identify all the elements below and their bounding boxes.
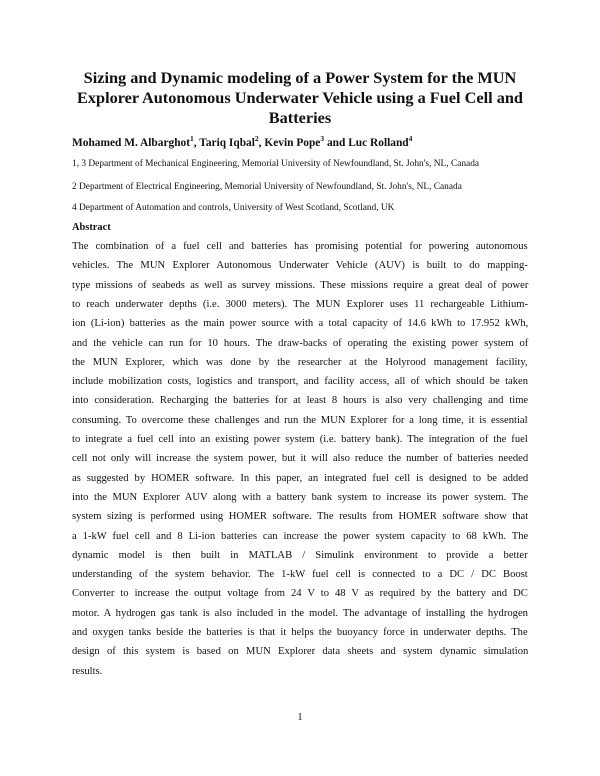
abstract-line: consuming. To overcome these challenges and run the MUN Explorer for a long time, it is essential [72,414,528,426]
abstract-line: The combination of a fuel cell and batteries has promising potential for powering autonomous [72,241,528,252]
abstract-line: to integrate a fuel cell into an existing power system (i.e. battery bank). The integration of the fuel [72,434,528,445]
abstract-line: vehicles. The MUN Explorer Autonomous Underwater Vehicle (AUV) is built to do mapping- [72,260,528,272]
author-separator: , [193,137,200,149]
title-line: Sizing and Dynamic modeling of a Power System for the MUN [83,68,517,87]
author-name: Tariq Iqbal [199,137,255,149]
abstract-line: Converter to increase the output voltage from 24 V to 48 V as required by the battery and DC [72,588,528,600]
author-affiliation-mark: 1 [190,134,194,143]
abstract-line: and the vehicle can run for 10 hours. The draw-backs of operating the existing power system of [72,337,529,349]
title-line: Batteries [268,108,332,127]
abstract-line: ion (Li-ion) batteries as the main power source with a total capacity of 14.6 kWh to 17.952 kWh, [72,318,529,330]
abstract-line: motor. A hydrogen gas tank is also included in the model. The advantage of installing the hydrogen [72,607,528,619]
affiliation: 4 Department of Automation and controls, University of West Scotland, Scotland, UK [72,203,395,213]
author-separator: , [258,137,265,149]
abstract-line: include mobilization costs, logistics and transport, and facility access, all of which should be taken [72,376,529,388]
abstract-line: as suggested by HOMER software. In this paper, an integrated fuel cell is designed to be added [72,472,529,484]
abstract-line: cell not only will increase the system power, but it will also reduce the number of batteries needed [72,453,529,465]
author-name: Luc Rolland [348,137,409,149]
author-affiliation-mark: 4 [408,134,413,143]
author-name: Kevin Pope [264,137,321,149]
abstract-line: dynamic model is then built in MATLAB / Simulink environment to provide a better [72,549,528,561]
abstract-line: into the MUN Explorer AUV along with a battery bank system to increase its power system. The [72,491,529,503]
author-list [72,136,412,150]
author-affiliation-mark: 3 [320,134,325,143]
affiliation: 2 Department of Electrical Engineering, Memorial University of Newfoundland, St. John's, NL, Canada [72,182,462,192]
abstract-line: design of this system is based on MUN Explorer data sheets and system dynamic simulation [72,646,529,658]
abstract-line: to reach underwater depths (i.e. 3000 meters). The MUN Explorer uses 11 rechargeable Lithium- [72,298,529,310]
title-line: Explorer Autonomous Underwater Vehicle using a Fuel Cell and [77,88,523,107]
abstract-line: the MUN Explorer, which was done by the researcher at the Holyrood management facility, [72,356,528,368]
abstract-line: results. [72,665,103,677]
abstract-line: into consideration. Recharging the batteries for at least 8 hours is also very challenging and time [72,395,529,407]
abstract-line: a 1-kW fuel cell and 8 Li-ion batteries can increase the power system capacity to 68 kWh. The [72,530,529,542]
page-number: 1 [297,712,303,723]
paper-title [60,68,540,128]
author-separator: and [324,137,349,149]
affiliation: 1, 3 Department of Mechanical Engineering, Memorial University of Newfoundland, St. John's, NL, Canada [72,159,480,169]
author-affiliation-mark: 2 [254,134,259,143]
abstract-line: system sizing is performed using HOMER software. The results from HOMER software show that [72,511,529,523]
abstract-line: and oxygen tanks beside the batteries is that it helps the buoyancy force in underwater depths. The [72,627,528,638]
author-name: Mohamed M. Albarghot [72,137,191,149]
abstract-line: understanding of the system behavior. The 1-kW fuel cell is connected to a DC / DC Boost [72,569,528,581]
abstract-heading: Abstract [72,222,111,233]
abstract-line: type missions of seabeds as well as survey missions. These missions require a great deal of power [72,279,529,291]
